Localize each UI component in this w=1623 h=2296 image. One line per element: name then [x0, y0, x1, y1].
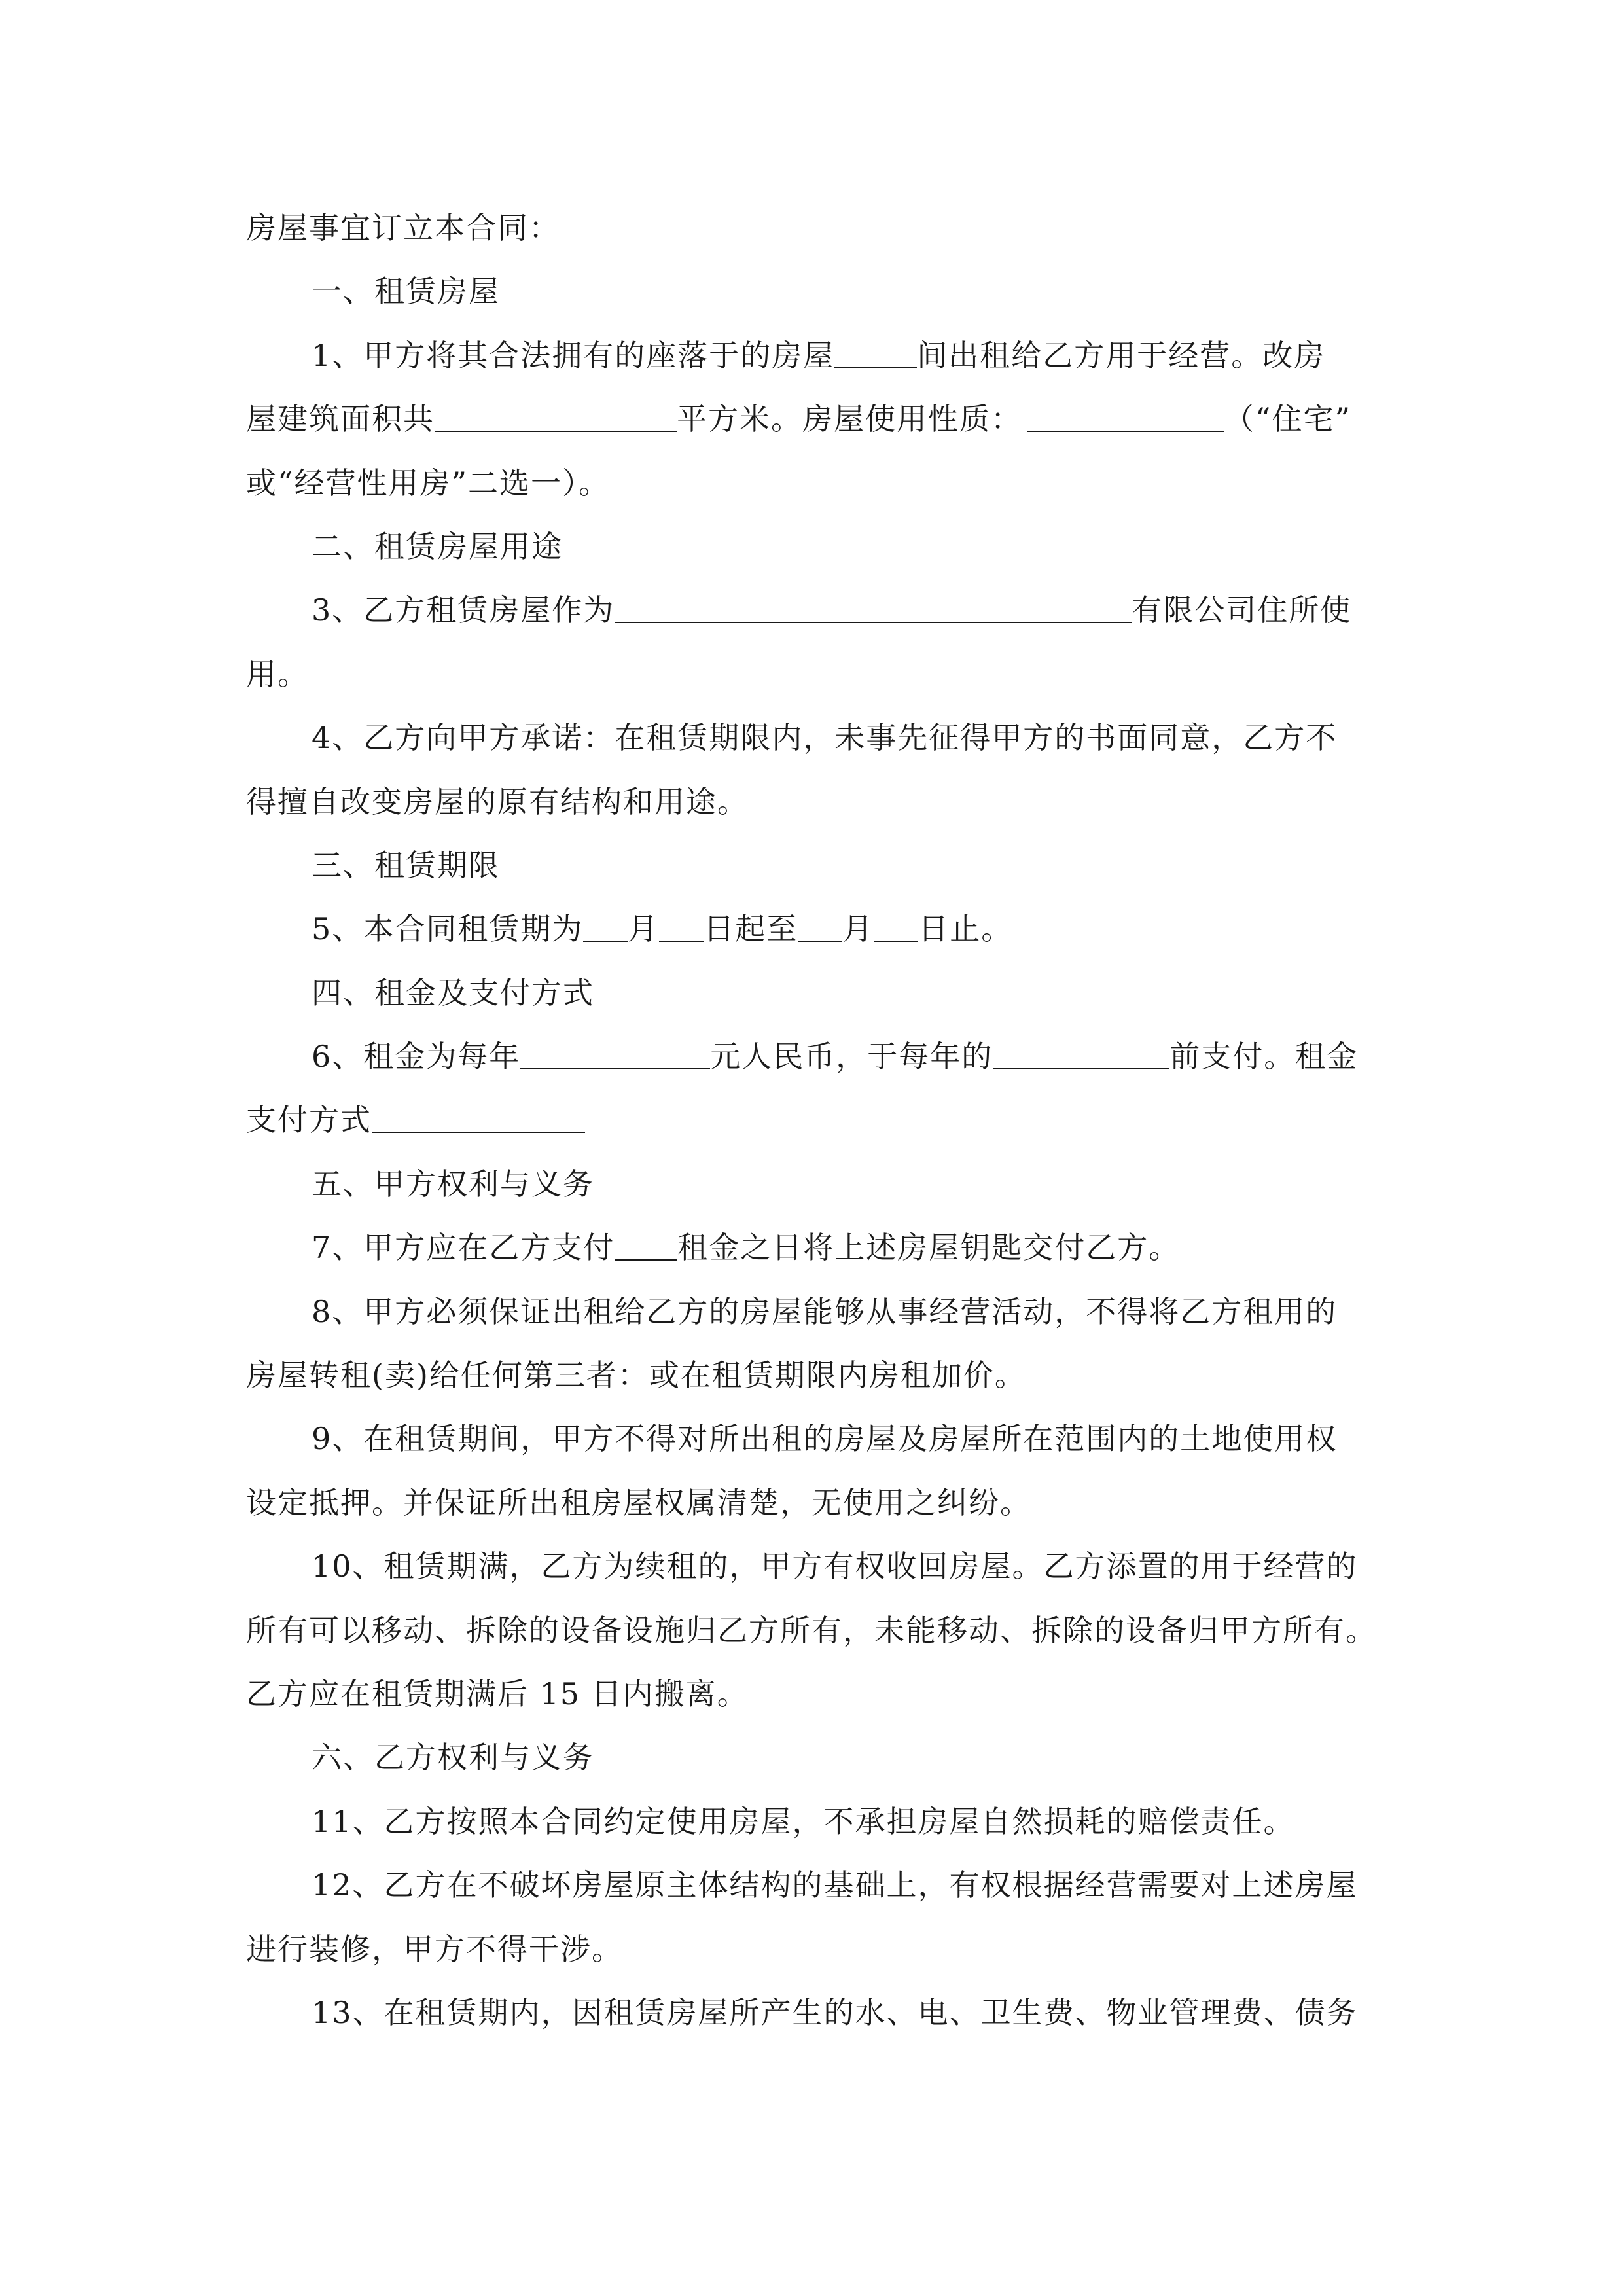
fill-in-blank — [874, 910, 918, 942]
text-segment: 日止。 — [918, 911, 1013, 947]
text-segment: 3、乙方租赁房屋作为 — [312, 592, 615, 628]
text-segment: 6、租金为每年 — [312, 1039, 521, 1075]
clause-12-line-2: 进行装修，甲方不得干涉。 — [246, 1931, 623, 1967]
clause-10-line-2: 所有可以移动、拆除的设备设施归乙方所有，未能移动、拆除的设备归甲方所有。 — [246, 1612, 1377, 1648]
section-heading-rent: 四、租金及支付方式 — [312, 975, 594, 1011]
clause-11: 11、乙方按照本合同约定使用房屋，不承担房屋自然损耗的赔偿责任。 — [312, 1803, 1295, 1839]
section-heading-party-a: 五、甲方权利与义务 — [312, 1166, 594, 1202]
fill-in-blank — [798, 910, 842, 942]
fill-in-blank — [993, 1038, 1169, 1069]
clause-13-line-1: 13、在租赁期内，因租赁房屋所产生的水、电、卫生费、物业管理费、债务 — [312, 1994, 1358, 2030]
clause-7 — [246, 1216, 1378, 1280]
clause-1-line-2 — [246, 387, 1378, 451]
clause-3-line-1 — [246, 579, 1378, 642]
fill-in-blank — [372, 1102, 585, 1133]
fill-in-blank — [1027, 401, 1224, 432]
clause-10-line-1: 10、租赁期满，乙方为续租的，甲方有权收回房屋。乙方添置的用于经营的 — [312, 1549, 1358, 1585]
fill-in-blank — [615, 1229, 677, 1261]
clause-9-line-1: 9、在租赁期间，甲方不得对所出租的房屋及房屋所在范围内的土地使用权 — [312, 1421, 1338, 1457]
text-segment: （“住宅” — [1224, 401, 1352, 437]
section-heading-party-b: 六、乙方权利与义务 — [312, 1740, 594, 1776]
text-segment: 屋建筑面积共 — [246, 401, 435, 437]
fill-in-blank — [583, 910, 628, 942]
text-segment: 前支付。租金 — [1169, 1039, 1359, 1075]
clause-1-line-1 — [246, 324, 1378, 387]
clause-4-line-2: 得擅自改变房屋的原有结构和用途。 — [246, 783, 749, 819]
text-segment: 月 — [842, 911, 874, 947]
clause-6-line-2 — [246, 1088, 1378, 1152]
fill-in-blank — [659, 910, 704, 942]
clause-12-line-1: 12、乙方在不破坏房屋原主体结构的基础上，有权根据经营需要对上述房屋 — [312, 1867, 1358, 1903]
text-segment: 间出租给乙方用于经营。改房 — [917, 337, 1326, 373]
fill-in-blank — [834, 337, 917, 368]
text-segment: 月 — [628, 911, 660, 947]
text-segment: 1、甲方将其合法拥有的座落于的房屋 — [312, 337, 835, 373]
clause-9-line-2: 设定抵押。并保证所出租房屋权属清楚，无使用之纠纷。 — [246, 1484, 1031, 1520]
clause-4-line-1: 4、乙方向甲方承诺：在租赁期限内，未事先征得甲方的书面同意，乙方不 — [312, 720, 1338, 756]
fill-in-blank — [520, 1038, 710, 1069]
clause-6-line-1 — [246, 1025, 1378, 1088]
clause-8-line-1: 8、甲方必须保证出租给乙方的房屋能够从事经营活动，不得将乙方租用的 — [312, 1293, 1338, 1329]
text-line: 房屋事宜订立本合同： — [246, 210, 560, 245]
section-heading-term: 三、租赁期限 — [312, 847, 500, 883]
section-heading-usage: 二、租赁房屋用途 — [312, 528, 563, 564]
clause-1-line-3: 或“经营性用房”二选一）。 — [246, 465, 611, 501]
text-segment: 租金之日将上述房屋钥匙交付乙方。 — [677, 1230, 1181, 1266]
section-heading-lease-premises: 一、租赁房屋 — [312, 274, 500, 310]
clause-3-line-2: 用。 — [246, 656, 309, 692]
fill-in-blank — [615, 592, 1132, 623]
text-segment: 支付方式 — [246, 1102, 372, 1138]
fill-in-blank — [435, 401, 677, 432]
contract-page — [246, 196, 1378, 2045]
clause-8-line-2: 房屋转租(卖)给任何第三者：或在租赁期限内房租加价。 — [246, 1357, 1026, 1393]
clause-10-line-3: 乙方应在租赁期满后 15 日内搬离。 — [246, 1676, 749, 1712]
text-segment: 平方米。房屋使用性质： — [677, 401, 1022, 437]
text-segment: 日起至 — [704, 911, 798, 947]
text-segment: 7、甲方应在乙方支付 — [312, 1230, 615, 1266]
clause-5 — [246, 897, 1378, 961]
text-segment: 元人民币，于每年的 — [710, 1039, 993, 1075]
text-segment: 有限公司住所使 — [1132, 592, 1352, 628]
text-segment: 5、本合同租赁期为 — [312, 911, 584, 947]
